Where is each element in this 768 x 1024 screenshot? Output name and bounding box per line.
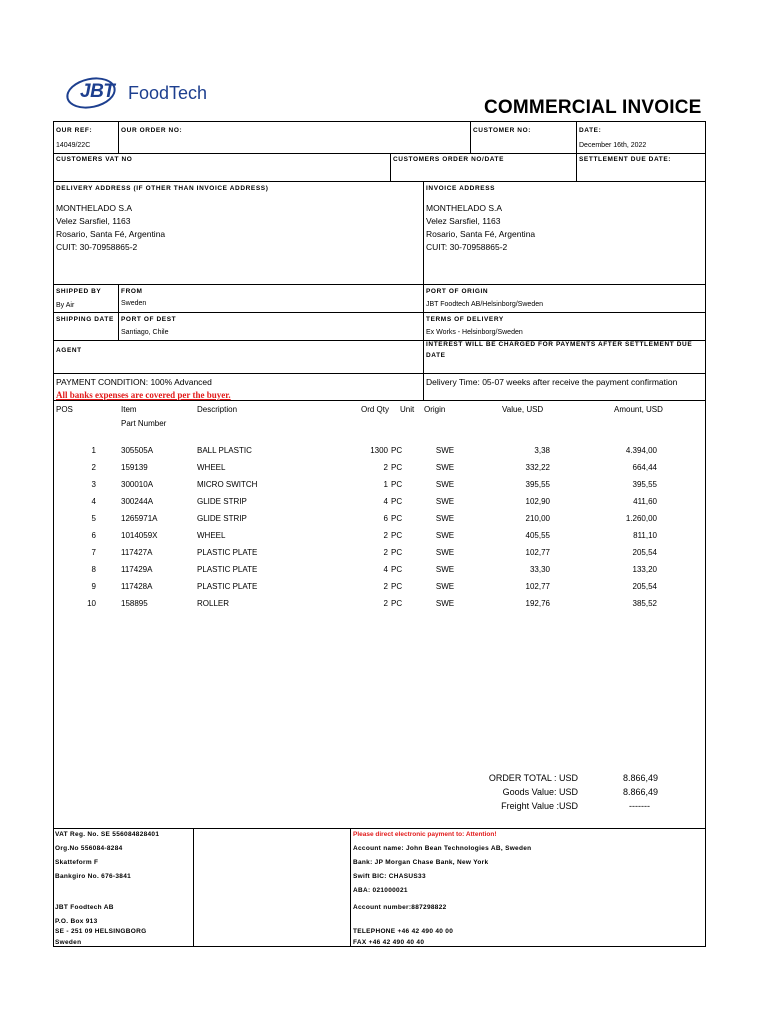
item-origin: SWE — [435, 480, 455, 489]
city: SE - 251 09 HELSINGBORG — [55, 928, 147, 935]
delivery-address-line: CUIT: 30-70958865-2 — [56, 242, 138, 252]
customer-vat-label: CUSTOMERS VAT NO — [56, 156, 133, 163]
item-amount: 395,55 — [632, 480, 657, 489]
invoice-address-line: Rosario, Santa Fé, Argentina — [426, 229, 536, 239]
order-total-value: 8.866,49 — [622, 773, 658, 783]
item-qty: 1 — [383, 480, 388, 489]
interest-label: INTEREST WILL BE CHARGED FOR PAYMENTS AFTER SETTLEMENT DUE — [426, 341, 693, 348]
port-dest-value: Santiago, Chile — [121, 329, 169, 336]
item-unit: PC — [391, 599, 403, 608]
item-pos: 8 — [91, 565, 96, 574]
order-total-label: ORDER TOTAL : USD — [488, 773, 578, 783]
item-origin: SWE — [435, 514, 455, 523]
item-origin: SWE — [435, 446, 455, 455]
col-unit: Unit — [400, 405, 415, 414]
item-value: 405,55 — [525, 531, 550, 540]
item-description: ROLLER — [197, 599, 230, 608]
item-part-number: 158895 — [121, 599, 148, 608]
item-value: 395,55 — [525, 480, 550, 489]
col-value: Value, USD — [502, 405, 544, 414]
item-amount: 811,10 — [633, 531, 657, 540]
freight-value-label: Freight Value :USD — [501, 801, 578, 811]
account-number: Account number:887298822 — [353, 904, 447, 911]
item-origin: SWE — [435, 582, 455, 591]
fax: FAX +46 42 490 40 40 — [353, 939, 425, 946]
item-value: 332,22 — [525, 463, 550, 472]
customer-order-label: CUSTOMERS ORDER NO/DATE — [393, 156, 505, 163]
item-qty: 2 — [383, 463, 388, 472]
bank-name: Bank: JP Morgan Chase Bank, New York — [353, 859, 489, 866]
divider — [53, 373, 706, 374]
item-description: WHEEL — [197, 531, 226, 540]
logo-foodtech-text: FoodTech — [128, 83, 208, 103]
item-pos: 5 — [91, 514, 96, 523]
col-pos: POS — [56, 405, 73, 414]
item-description: GLIDE STRIP — [197, 514, 247, 523]
item-origin: SWE — [435, 548, 455, 557]
item-amount: 1.260,00 — [625, 514, 657, 523]
item-amount: 411,60 — [633, 497, 657, 506]
divider — [53, 400, 706, 401]
goods-value: 8.866,49 — [622, 787, 658, 797]
item-amount: 205,54 — [632, 582, 657, 591]
item-qty: 2 — [383, 531, 388, 540]
item-description: PLASTIC PLATE — [197, 548, 258, 557]
divider — [423, 181, 424, 400]
item-part-number: 305505A — [121, 446, 154, 455]
item-value: 102,90 — [525, 497, 550, 506]
item-unit: PC — [391, 565, 403, 574]
date-label: DATE: — [579, 127, 602, 134]
item-amount: 664,44 — [632, 463, 657, 472]
our-order-label: OUR ORDER NO: — [121, 127, 183, 134]
item-value: 102,77 — [525, 548, 550, 557]
item-part-number: 300010A — [121, 480, 154, 489]
item-amount: 205,54 — [632, 548, 657, 557]
customer-no-label: CUSTOMER NO: — [473, 127, 531, 134]
shipped-by-label: SHIPPED BY — [56, 288, 102, 295]
divider — [53, 284, 706, 285]
item-value: 210,00 — [525, 514, 550, 523]
divider — [53, 181, 706, 182]
date-value: December 16th, 2022 — [579, 142, 647, 149]
item-part-number: 300244A — [121, 497, 154, 506]
agent-label: AGENT — [56, 347, 82, 354]
divider — [390, 153, 391, 181]
item-pos: 6 — [91, 531, 96, 540]
item-qty: 6 — [383, 514, 388, 523]
divider — [53, 828, 706, 829]
shipping-date-label: SHIPPING DATE — [56, 316, 114, 323]
item-description: PLASTIC PLATE — [197, 582, 258, 591]
item-description: BALL PLASTIC — [197, 446, 252, 455]
item-unit: PC — [391, 582, 403, 591]
col-origin: Origin — [424, 405, 446, 414]
item-description: GLIDE STRIP — [197, 497, 247, 506]
country: Sweden — [55, 939, 82, 946]
invoice-address-line: MONTHELADO S.A — [426, 203, 503, 213]
divider — [118, 284, 119, 340]
col-item: Item — [121, 405, 137, 414]
item-origin: SWE — [435, 531, 455, 540]
delivery-address-line: MONTHELADO S.A — [56, 203, 133, 213]
bankgiro: Bankgiro No. 676-3841 — [55, 873, 132, 880]
item-pos: 3 — [91, 480, 96, 489]
item-unit: PC — [391, 463, 403, 472]
item-amount: 4.394,00 — [625, 446, 657, 455]
port-dest-label: PORT OF DEST — [121, 316, 177, 323]
item-value: 102,77 — [525, 582, 550, 591]
delivery-address-label: DELIVERY ADDRESS (IF OTHER THAN INVOICE ADDRESS) — [56, 185, 269, 192]
document-title: COMMERCIAL INVOICE — [484, 97, 702, 118]
item-part-number: 117428A — [121, 582, 153, 591]
invoice-address-label: INVOICE ADDRESS — [426, 185, 496, 192]
item-origin: SWE — [435, 565, 455, 574]
item-origin: SWE — [435, 463, 455, 472]
our-ref-value: 14049/22C — [56, 142, 91, 149]
item-unit: PC — [391, 514, 403, 523]
seat: Skatteform F — [55, 859, 99, 866]
logo-jbt-text: JBT — [80, 81, 115, 102]
telephone: TELEPHONE +46 42 490 40 00 — [353, 928, 454, 935]
delivery-address — [56, 202, 165, 254]
vat-reg: VAT Reg. No. SE 556084828401 — [55, 831, 160, 838]
item-pos: 10 — [87, 599, 96, 608]
item-qty: 2 — [383, 582, 388, 591]
invoice-address-line: CUIT: 30-70958865-2 — [426, 242, 508, 252]
terms-value: Ex Works - Helsinborg/Sweden — [426, 329, 523, 336]
item-part-number: 117427A — [121, 548, 153, 557]
payment-direction-note: Please direct electronic payment to: Attention! — [353, 831, 497, 838]
aba-number: ABA: 021000021 — [353, 887, 408, 894]
org-no: Org.No 556084-8284 — [55, 845, 123, 852]
freight-value: ------- — [629, 801, 650, 811]
item-part-number: 117429A — [121, 565, 153, 574]
payment-condition: PAYMENT CONDITION: 100% Advanced — [56, 377, 212, 387]
item-origin: SWE — [435, 497, 455, 506]
account-name: Account name: John Bean Technologies AB, Sweden — [353, 845, 532, 852]
interest-label-cont: DATE — [426, 352, 446, 359]
divider — [350, 828, 351, 947]
divider — [193, 828, 194, 947]
shipped-by-value: By Air — [56, 302, 75, 309]
item-pos: 7 — [91, 548, 96, 557]
our-ref-label: OUR REF: — [56, 127, 93, 134]
invoice-address-line: Velez Sarsfiel, 1163 — [426, 216, 501, 226]
port-origin-label: PORT OF ORIGIN — [426, 288, 489, 295]
delivery-address-line: Velez Sarsfiel, 1163 — [56, 216, 131, 226]
item-description: WHEEL — [197, 463, 226, 472]
invoice-address — [426, 202, 535, 254]
item-pos: 2 — [91, 463, 96, 472]
item-value: 3,38 — [534, 446, 550, 455]
delivery-address-line: Rosario, Santa Fé, Argentina — [56, 229, 166, 239]
item-qty: 1300 — [370, 446, 388, 455]
col-ord-qty: Ord Qty — [361, 405, 390, 414]
company-name: JBT Foodtech AB — [55, 904, 114, 911]
item-pos: 1 — [91, 446, 96, 455]
from-label: FROM — [121, 288, 143, 295]
divider — [118, 121, 119, 153]
col-part-number: Part Number — [121, 419, 167, 428]
item-unit: PC — [391, 531, 403, 540]
swift-bic: Swift BIC: CHASUS33 — [353, 873, 426, 880]
item-unit: PC — [391, 548, 403, 557]
divider — [576, 121, 577, 181]
item-pos: 9 — [91, 582, 96, 591]
item-description: PLASTIC PLATE — [197, 565, 258, 574]
item-origin: SWE — [435, 599, 455, 608]
from-value: Sweden — [121, 300, 147, 307]
item-part-number: 1014059X — [121, 531, 158, 540]
terms-label: TERMS OF DELIVERY — [426, 316, 504, 323]
item-unit: PC — [391, 446, 403, 455]
item-unit: PC — [391, 497, 403, 506]
port-origin-value: JBT Foodtech AB/Helsinborg/Sweden — [426, 301, 543, 308]
item-qty: 2 — [383, 548, 388, 557]
item-amount: 133,20 — [632, 565, 657, 574]
item-qty: 4 — [383, 565, 388, 574]
item-description: MICRO SWITCH — [197, 480, 258, 489]
item-unit: PC — [391, 480, 403, 489]
delivery-time: Delivery Time: 05-07 weeks after receive the payment confirmation — [426, 377, 678, 387]
company-logo — [66, 76, 206, 112]
col-description: Description — [197, 405, 238, 414]
item-pos: 4 — [91, 497, 96, 506]
bank-expenses-note: All banks expenses are covered per the buyer. — [56, 390, 231, 400]
col-amount: Amount, USD — [614, 405, 663, 414]
item-part-number: 1265971A — [121, 514, 158, 523]
item-amount: 385,52 — [632, 599, 657, 608]
settlement-label: SETTLEMENT DUE DATE: — [579, 156, 672, 163]
item-qty: 2 — [383, 599, 388, 608]
item-value: 192,76 — [525, 599, 550, 608]
item-qty: 4 — [383, 497, 388, 506]
divider — [53, 153, 706, 154]
item-part-number: 159139 — [121, 463, 148, 472]
goods-value-label: Goods Value: USD — [502, 787, 578, 797]
item-value: 33,30 — [529, 565, 550, 574]
po-box: P.O. Box 913 — [55, 918, 98, 925]
divider — [470, 121, 471, 153]
divider — [53, 312, 706, 313]
